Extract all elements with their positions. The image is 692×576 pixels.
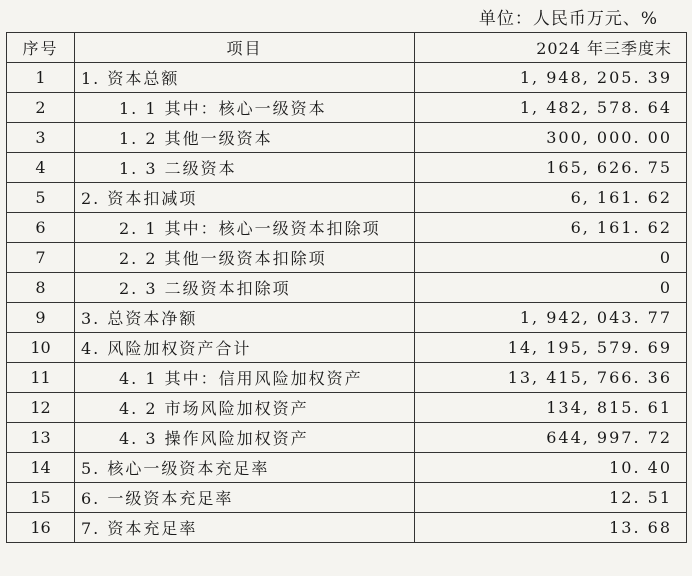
row-item: 6. 一级资本充足率 xyxy=(75,483,415,513)
row-item: 2. 资本扣减项 xyxy=(75,183,415,213)
row-seq: 12 xyxy=(7,393,75,423)
row-seq: 15 xyxy=(7,483,75,513)
row-item: 1. 3 二级资本 xyxy=(75,153,415,183)
row-seq: 10 xyxy=(7,333,75,363)
table-row xyxy=(7,123,687,153)
row-item: 2. 2 其他一级资本扣除项 xyxy=(75,243,415,273)
header-item: 项目 xyxy=(75,33,415,63)
row-seq: 8 xyxy=(7,273,75,303)
row-item: 1. 2 其他一级资本 xyxy=(75,123,415,153)
table-row xyxy=(7,243,687,273)
row-value: 6, 161. 62 xyxy=(415,183,687,213)
row-item: 2. 3 二级资本扣除项 xyxy=(75,273,415,303)
row-seq: 13 xyxy=(7,423,75,453)
table-row xyxy=(7,393,687,423)
row-value: 0 xyxy=(415,243,687,273)
table-row xyxy=(7,423,687,453)
row-item: 1. 1 其中：核心一级资本 xyxy=(75,93,415,123)
row-item: 4. 3 操作风险加权资产 xyxy=(75,423,415,453)
row-seq: 2 xyxy=(7,93,75,123)
row-value: 6, 161. 62 xyxy=(415,213,687,243)
capital-adequacy-table xyxy=(6,32,687,543)
row-seq: 6 xyxy=(7,213,75,243)
row-value: 300, 000. 00 xyxy=(415,123,687,153)
header-value: 2024 年三季度末 xyxy=(415,33,687,63)
row-value: 165, 626. 75 xyxy=(415,153,687,183)
row-item: 4. 1 其中：信用风险加权资产 xyxy=(75,363,415,393)
table-row xyxy=(7,303,687,333)
row-item: 2. 1 其中：核心一级资本扣除项 xyxy=(75,213,415,243)
row-seq: 14 xyxy=(7,453,75,483)
table-row xyxy=(7,453,687,483)
row-seq: 16 xyxy=(7,513,75,543)
row-value: 13. 68 xyxy=(415,513,687,543)
row-value: 644, 997. 72 xyxy=(415,423,687,453)
table-row xyxy=(7,153,687,183)
row-seq: 5 xyxy=(7,183,75,213)
row-value: 134, 815. 61 xyxy=(415,393,687,423)
table-row xyxy=(7,213,687,243)
table-row xyxy=(7,183,687,213)
unit-label: 单位：人民币万元、% xyxy=(478,9,658,29)
row-value: 1, 942, 043. 77 xyxy=(415,303,687,333)
row-item: 5. 核心一级资本充足率 xyxy=(75,453,415,483)
row-item: 7. 资本充足率 xyxy=(75,513,415,543)
row-seq: 9 xyxy=(7,303,75,333)
table-row xyxy=(7,93,687,123)
row-item: 4. 风险加权资产合计 xyxy=(75,333,415,363)
row-value: 13, 415, 766. 36 xyxy=(415,363,687,393)
row-item: 1. 资本总额 xyxy=(75,63,415,93)
table-header-row xyxy=(7,33,687,63)
row-item: 4. 2 市场风险加权资产 xyxy=(75,393,415,423)
row-item: 3. 总资本净额 xyxy=(75,303,415,333)
row-seq: 11 xyxy=(7,363,75,393)
row-seq: 4 xyxy=(7,153,75,183)
row-value: 10. 40 xyxy=(415,453,687,483)
table-row xyxy=(7,273,687,303)
row-seq: 3 xyxy=(7,123,75,153)
table-row xyxy=(7,483,687,513)
header-seq: 序号 xyxy=(7,33,75,63)
table-row xyxy=(7,363,687,393)
row-value: 14, 195, 579. 69 xyxy=(415,333,687,363)
table-row xyxy=(7,333,687,363)
row-value: 12. 51 xyxy=(415,483,687,513)
row-seq: 1 xyxy=(7,63,75,93)
table-body xyxy=(7,63,687,543)
table-row xyxy=(7,513,687,543)
table-row xyxy=(7,63,687,93)
row-value: 1, 948, 205. 39 xyxy=(415,63,687,93)
row-seq: 7 xyxy=(7,243,75,273)
row-value: 1, 482, 578. 64 xyxy=(415,93,687,123)
row-value: 0 xyxy=(415,273,687,303)
